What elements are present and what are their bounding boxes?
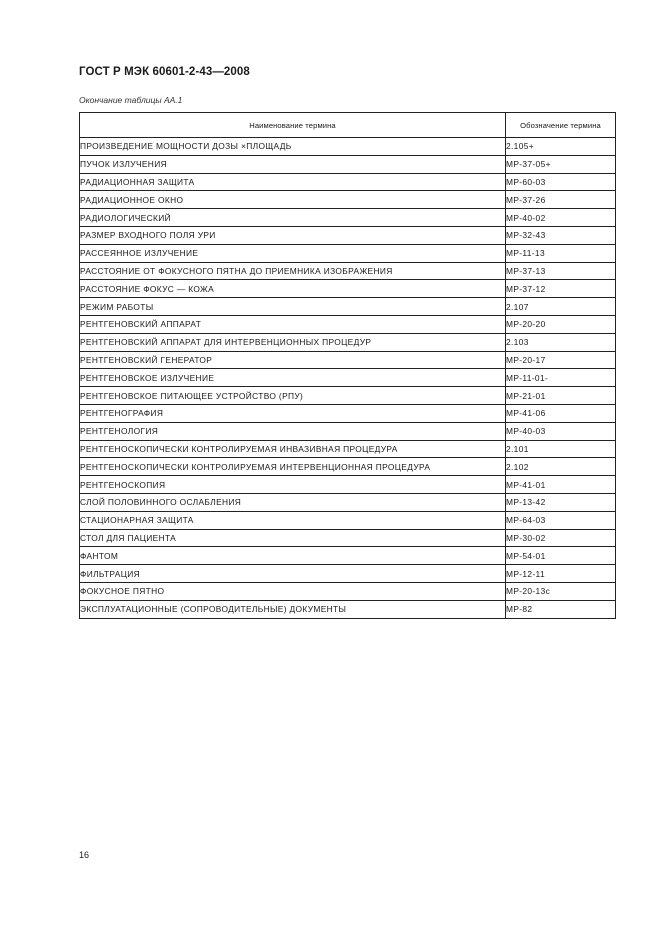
term-name-cell: РЕНТГЕНОСКОПИЯ [80,476,506,494]
table-row [80,191,616,209]
term-code-cell: МР-60-03 [506,173,616,191]
term-name-cell: РАДИОЛОГИЧЕСКИЙ [80,209,506,227]
term-code-cell: МР-40-03 [506,422,616,440]
term-name-cell: РЕНТГЕНОЛОГИЯ [80,422,506,440]
column-header-term-code: Обозначение термина [506,113,616,138]
term-code-cell: МР-64-03 [506,511,616,529]
term-name-cell: ПРОИЗВЕДЕНИЕ МОЩНОСТИ ДОЗЫ ×ПЛОЩАДЬ [80,138,506,156]
term-code-cell: МР-11-13 [506,244,616,262]
table-row [80,138,616,156]
table-row [80,404,616,422]
table-row [80,226,616,244]
term-name-cell: РЕЖИМ РАБОТЫ [80,298,506,316]
term-name-cell: РАЗМЕР ВХОДНОГО ПОЛЯ УРИ [80,226,506,244]
table-row [80,511,616,529]
table-row [80,458,616,476]
column-header-term-name: Наименование термина [80,113,506,138]
terms-table-body [80,138,616,619]
term-name-cell: СЛОЙ ПОЛОВИННОГО ОСЛАБЛЕНИЯ [80,493,506,511]
table-row [80,244,616,262]
term-name-cell: ФИЛЬТРАЦИЯ [80,565,506,583]
document-header: ГОСТ Р МЭК 60601-2-43—2008 [79,66,250,78]
term-code-cell: МР-37-05+ [506,155,616,173]
table-row [80,155,616,173]
term-code-cell: 2.101 [506,440,616,458]
table-header-row [80,113,616,138]
term-name-cell: ЭКСПЛУАТАЦИОННЫЕ (СОПРОВОДИТЕЛЬНЫЕ) ДОКУМЕНТЫ [80,600,506,618]
term-code-cell: МР-41-01 [506,476,616,494]
term-code-cell: МР-20-17 [506,351,616,369]
table-row [80,529,616,547]
terms-table [79,112,616,619]
term-code-cell: 2.103 [506,333,616,351]
term-name-cell: РЕНТГЕНОВСКОЕ ИЗЛУЧЕНИЕ [80,369,506,387]
table-row [80,209,616,227]
term-name-cell: РЕНТГЕНОСКОПИЧЕСКИ КОНТРОЛИРУЕМАЯ ИНВАЗИВНАЯ ПРОЦЕДУРА [80,440,506,458]
table-row [80,493,616,511]
page-number: 16 [79,850,90,860]
term-code-cell: МР-12-11 [506,565,616,583]
term-code-cell: МР-13-42 [506,493,616,511]
table-row [80,280,616,298]
term-code-cell: 2.102 [506,458,616,476]
table-row [80,565,616,583]
term-name-cell: РЕНТГЕНОГРАФИЯ [80,404,506,422]
term-code-cell: МР-11-01- [506,369,616,387]
term-name-cell: ФОКУСНОЕ ПЯТНО [80,582,506,600]
table-row [80,298,616,316]
table-row [80,600,616,618]
term-name-cell: РЕНТГЕНОВСКОЕ ПИТАЮЩЕЕ УСТРОЙСТВО (РПУ) [80,387,506,405]
table-row [80,440,616,458]
term-name-cell: РАССТОЯНИЕ ОТ ФОКУСНОГО ПЯТНА ДО ПРИЕМНИКА ИЗОБРАЖЕНИЯ [80,262,506,280]
term-name-cell: ПУЧОК ИЗЛУЧЕНИЯ [80,155,506,173]
term-name-cell: РАДИАЦИОННАЯ ЗАЩИТА [80,173,506,191]
table-row [80,315,616,333]
term-code-cell: МР-21-01 [506,387,616,405]
table-row [80,476,616,494]
term-code-cell: МР-82 [506,600,616,618]
table-row [80,369,616,387]
term-code-cell: МР-41-06 [506,404,616,422]
term-code-cell: МР-37-12 [506,280,616,298]
term-code-cell: МР-40-02 [506,209,616,227]
term-code-cell: МР-37-26 [506,191,616,209]
table-row [80,422,616,440]
term-name-cell: СТОЛ ДЛЯ ПАЦИЕНТА [80,529,506,547]
term-code-cell: МР-54-01 [506,547,616,565]
table-caption: Окончание таблицы АА.1 [79,95,183,105]
term-code-cell: МР-32-43 [506,226,616,244]
term-name-cell: РАССТОЯНИЕ ФОКУС — КОЖА [80,280,506,298]
term-name-cell: РЕНТГЕНОВСКИЙ АППАРАТ ДЛЯ ИНТЕРВЕНЦИОННЫХ ПРОЦЕДУР [80,333,506,351]
term-name-cell: РЕНТГЕНОВСКИЙ АППАРАТ [80,315,506,333]
term-name-cell: РАДИАЦИОННОЕ ОКНО [80,191,506,209]
term-code-cell: МР-20-13с [506,582,616,600]
table-row [80,547,616,565]
term-name-cell: РЕНТГЕНОВСКИЙ ГЕНЕРАТОР [80,351,506,369]
term-code-cell: МР-20-20 [506,315,616,333]
table-row [80,262,616,280]
term-code-cell: МР-30-02 [506,529,616,547]
term-name-cell: РАССЕЯННОЕ ИЗЛУЧЕНИЕ [80,244,506,262]
table-row [80,582,616,600]
term-code-cell: 2.105+ [506,138,616,156]
term-name-cell: РЕНТГЕНОСКОПИЧЕСКИ КОНТРОЛИРУЕМАЯ ИНТЕРВЕНЦИОННАЯ ПРОЦЕДУРА [80,458,506,476]
term-code-cell: 2.107 [506,298,616,316]
table-row [80,387,616,405]
table-row [80,351,616,369]
term-name-cell: СТАЦИОНАРНАЯ ЗАЩИТА [80,511,506,529]
term-name-cell: ФАНТОМ [80,547,506,565]
table-row [80,173,616,191]
term-code-cell: МР-37-13 [506,262,616,280]
table-row [80,333,616,351]
